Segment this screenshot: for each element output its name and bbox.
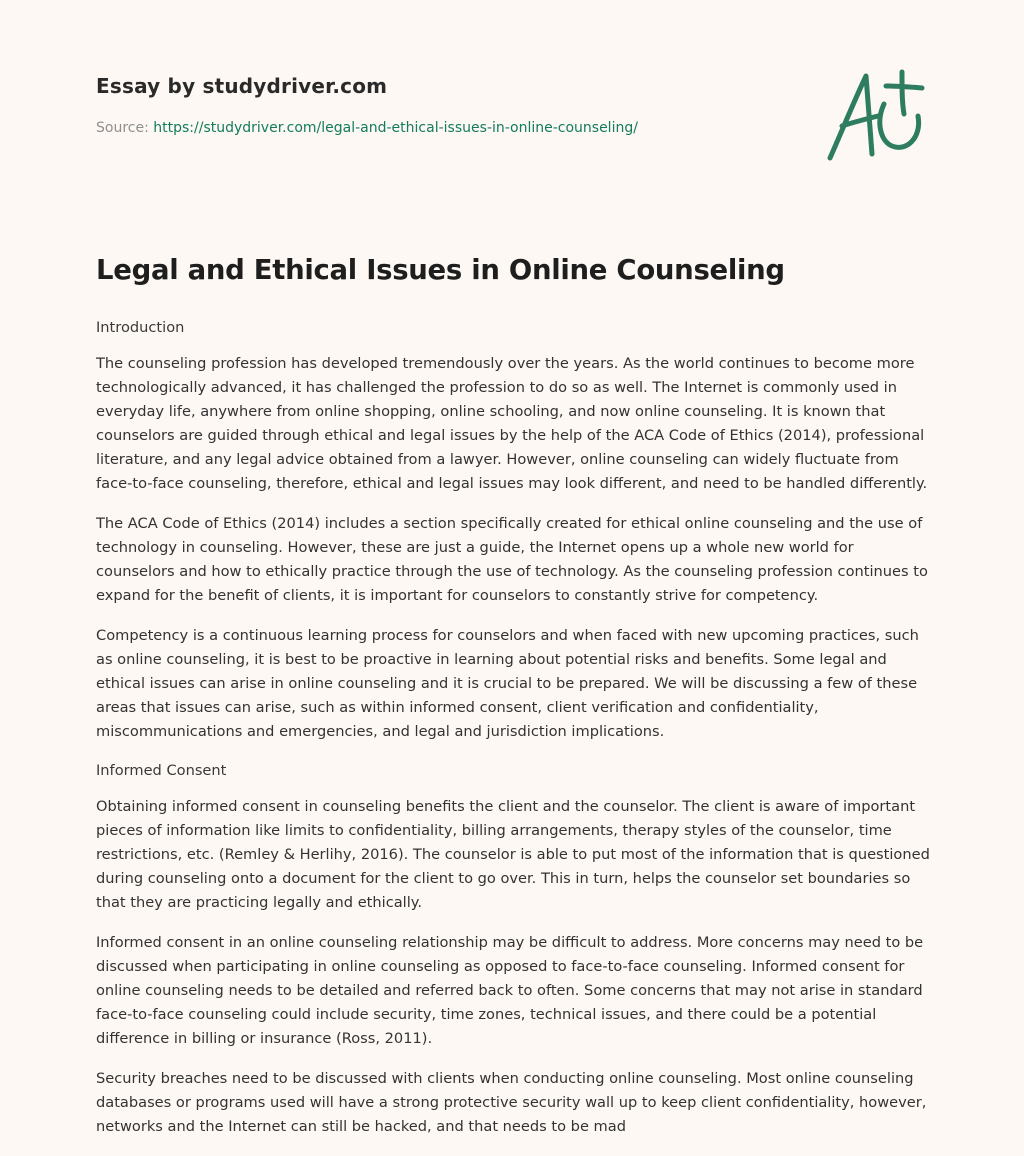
paragraph: Obtaining informed consent in counseling benefits the client and the counselor. The client is aware of important pieces of information like limits to confidentiality, billing arrangements, therapy styles of the counselor, time restrictions, etc. (Remley & Herlihy, 2016). The counselor is able to put most of the information that is questioned during counseling onto a document for the client to go over. This in turn, helps the counselor set boundaries so that they are practicing legally and ethically. [96, 798, 930, 911]
article-title: Legal and Ethical Issues in Online Counseling [96, 254, 785, 286]
paragraph: Security breaches need to be discussed with clients when conducting online counseling. Most online counseling databases or programs used will have a strong protective security wall up to keep client confidentiality, however, networks and the Internet can still be hacked, and that needs to be mad [96, 1070, 927, 1135]
paragraph: Competency is a continuous learning process for counselors and when faced with new upcoming practices, such as online counseling, it is best to be proactive in learning about potential risks and benefits. Some legal and ethical issues can arise in online counseling and it is crucial to be prepared. We will be discussing a few of these areas that issues can arise, such as within informed consent, client verification and confidentiality, miscommunications and emergencies, and legal and jurisdiction implications. [96, 627, 919, 740]
brand-title: Essay by studydriver.com [96, 74, 388, 98]
paragraph: Informed consent in an online counseling relationship may be difficult to address. More concerns may need to be discussed when participating in online counseling as opposed to face-to-face counseling. Informed consent for online counseling needs to be detailed and referred back to often. Some concerns that may not arise in standard face-to-face counseling could include security, time zones, technical issues, and there could be a potential difference in billing or insurance (Ross, 2011). [96, 934, 924, 1047]
section-heading-introduction: Introduction [96, 319, 185, 336]
source-line [96, 120, 926, 136]
article-body [96, 316, 932, 1155]
paragraph: The ACA Code of Ethics (2014) includes a section specifically created for ethical online counseling and the use of technology in counseling. However, these are just a guide, the Internet opens up a whole new world for counselors and how to ethically practice through the use of technology. As the counseling profession continues to expand for the benefit of clients, it is important for counselors to constantly strive for competency. [96, 515, 928, 604]
paragraph: The counseling profession has developed tremendously over the years. As the world continues to become more technologically advanced, it has challenged the profession to do so as well. The Internet is commonly used in everyday life, anywhere from online shopping, online schooling, and now online counseling. It is known that counselors are guided through ethical and legal issues by the help of the ACA Code of Ethics (2014), professional literature, and any legal advice obtained from a lawyer. However, online counseling can widely fluctuate from face-to-face counseling, therefore, ethical and legal issues may look different, and need to be handled differently. [96, 355, 928, 492]
source-link[interactable]: https://studydriver.com/legal-and-ethical-issues-in-online-counseling/ [153, 120, 638, 136]
essay-header [96, 74, 926, 136]
source-label: Source: [96, 120, 154, 136]
a-plus-grade-icon [822, 66, 928, 166]
section-heading-informed-consent: Informed Consent [96, 762, 227, 779]
